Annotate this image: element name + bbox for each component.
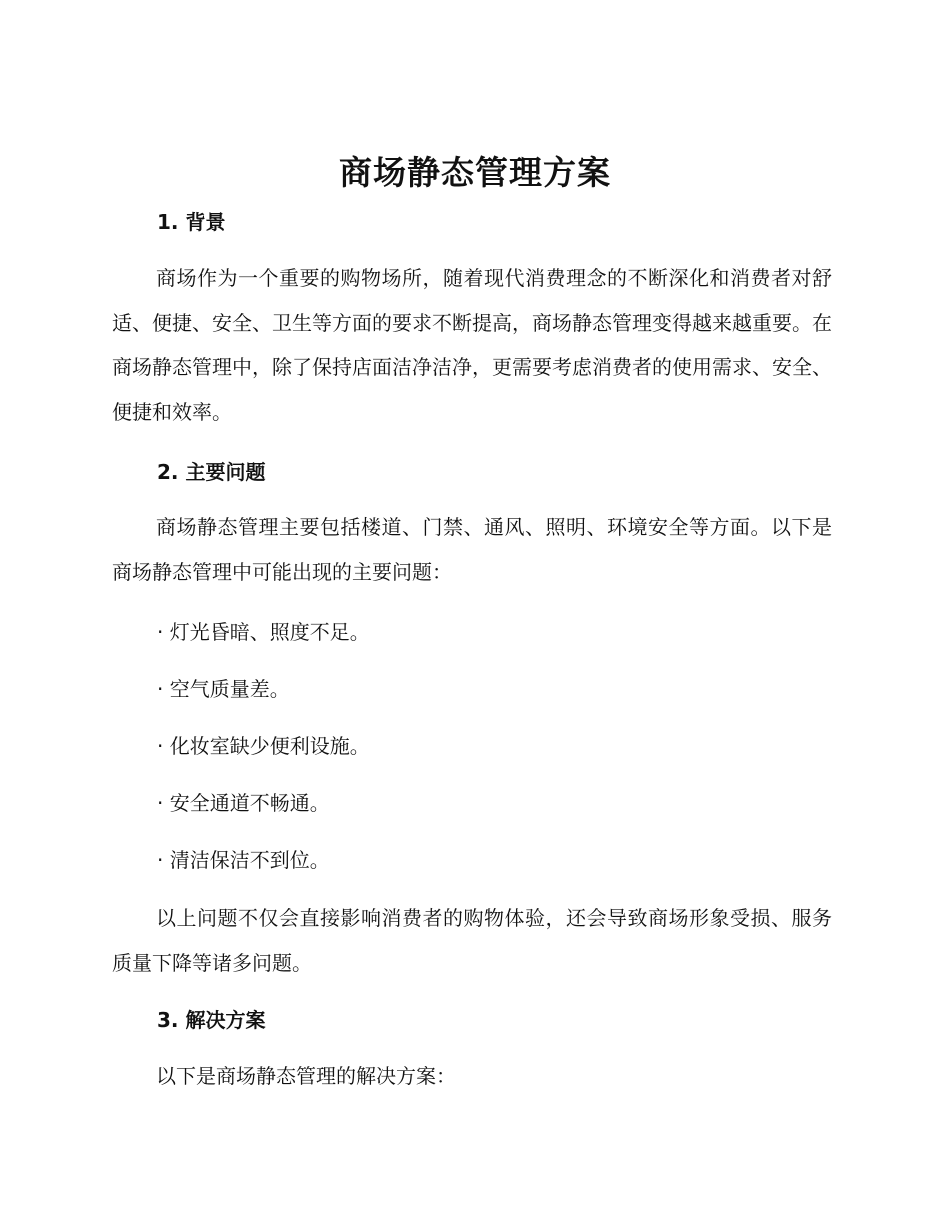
- section-heading-main-issues: 2. 主要问题: [157, 460, 266, 484]
- list-item: · 安全通道不畅通。: [157, 791, 330, 815]
- list-item: · 空气质量差。: [157, 677, 290, 701]
- section-heading-background: 1. 背景: [157, 210, 226, 234]
- paragraph-issues-conclusion: 以上问题不仅会直接影响消费者的购物体验，还会导致商场形象受损、服务质量下降等诸多问题。: [112, 906, 832, 975]
- list-item: · 化妆室缺少便利设施。: [157, 734, 370, 758]
- list-item: · 清洁保洁不到位。: [157, 848, 330, 872]
- paragraph-background: 商场作为一个重要的购物场所，随着现代消费理念的不断深化和消费者对舒适、便捷、安全、卫生等方面的要求不断提高，商场静态管理变得越来越重要。在商场静态管理中，除了保持店面洁净洁净，更需要考虑消费者的使用需求、安全、便捷和效率。: [112, 266, 832, 424]
- section-heading-solutions: 3. 解决方案: [157, 1008, 266, 1032]
- paragraph-solutions-intro: 以下是商场静态管理的解决方案：: [156, 1064, 456, 1088]
- page-title: 商场静态管理方案: [339, 153, 611, 192]
- paragraph-issues-intro: 商场静态管理主要包括楼道、门禁、通风、照明、环境安全等方面。以下是商场静态管理中可能出现的主要问题：: [112, 515, 832, 584]
- list-item: · 灯光昏暗、照度不足。: [157, 620, 370, 644]
